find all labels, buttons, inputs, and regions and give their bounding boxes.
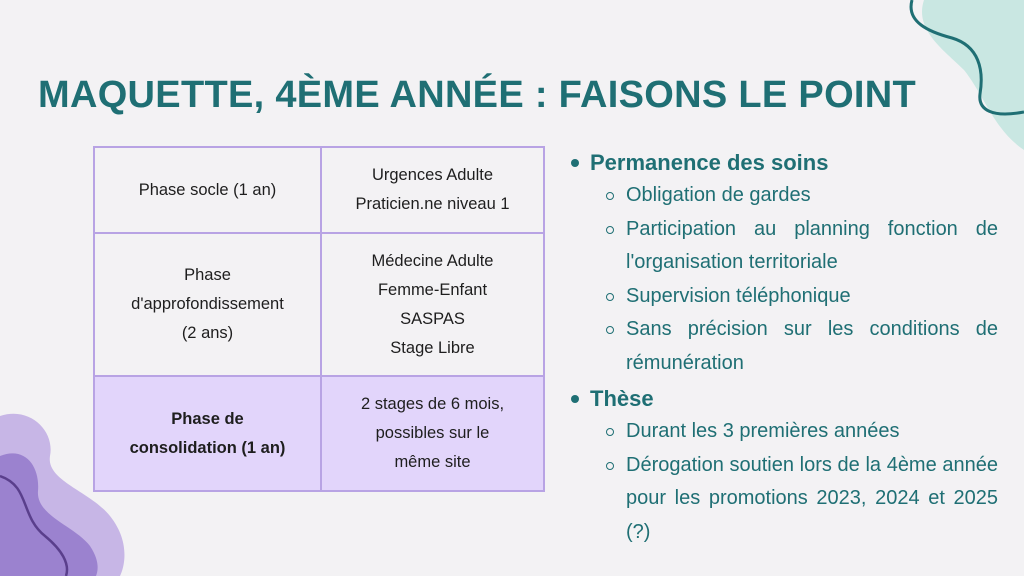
sub-bullet-list [590,415,998,549]
cell-text: d'approfondissement [131,295,284,313]
cell-text: SASPAS [400,309,465,328]
content-cell [321,376,544,491]
cell-text: (2 ans) [181,324,234,342]
bullet-section [568,382,998,549]
cell-text: Praticien.ne niveau 1 [355,195,510,213]
bullet-heading: Thèse [590,386,654,411]
cell-text: consolidation (1 an) [129,438,286,457]
cell-text: même site [394,453,471,471]
sub-bullet-item: Sans précision sur les conditions de rémunération [590,313,998,380]
cell-text: Stage Libre [390,338,475,357]
key-points-list [568,146,998,551]
sub-bullet-item: Supervision téléphonique [590,280,998,314]
phase-cell [94,376,321,491]
sub-bullet-list [590,179,998,380]
cell-text: Médecine Adulte [371,251,494,270]
page-title: MAQUETTE, 4ÈME ANNÉE : FAISONS LE POINT [38,74,917,116]
cell-text: Phase socle (1 an) [138,180,277,199]
sub-bullet-item: Durant les 3 premières années [590,415,998,449]
cell-text: 2 stages de 6 mois, [360,395,505,413]
sub-bullet-item: Dérogation soutien lors de la 4ème année pour les promotions 2023, 2024 et 2025 (?) [590,449,998,550]
cell-text: Phase [184,266,231,284]
content-cell [321,233,544,376]
phase-cell [94,147,321,233]
cell-text: possibles sur le [375,424,490,442]
cell-text: Femme-Enfant [377,280,488,299]
training-phases-table [93,146,545,492]
cell-text: Urgences Adulte [371,166,494,184]
bullet-heading: Permanence des soins [590,150,829,175]
phase-cell [94,233,321,376]
table-row [94,376,544,491]
table-row [94,233,544,376]
table-row [94,147,544,233]
sub-bullet-item: Obligation de gardes [590,179,998,213]
cell-text: Phase de [171,409,244,428]
content-cell [321,147,544,233]
sub-bullet-item: Participation au planning fonction de l'organisation territoriale [590,213,998,280]
bullet-section [568,146,998,380]
